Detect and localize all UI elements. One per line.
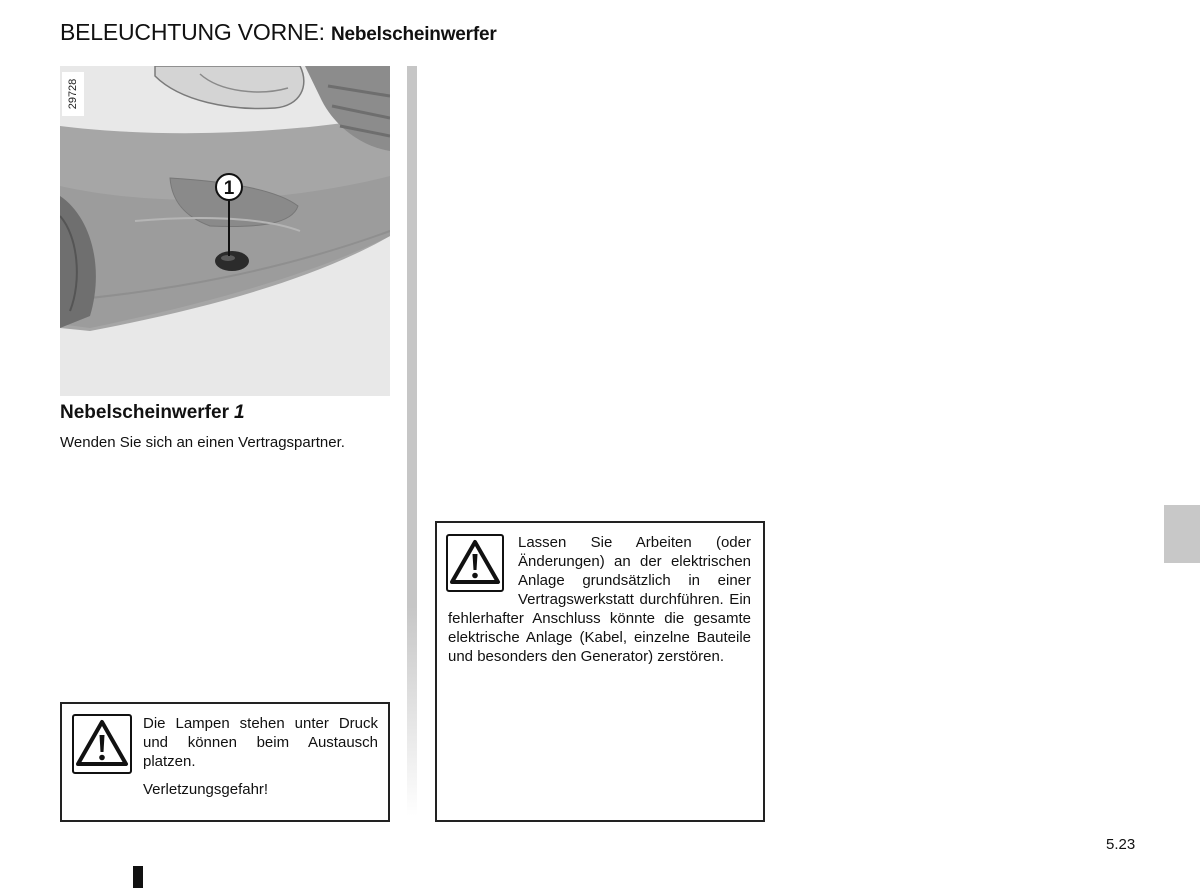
page-title-main: BELEUCHTUNG VORNE: bbox=[60, 19, 325, 45]
warning-box-lamps bbox=[60, 702, 390, 822]
figure-code-text: 29728 bbox=[67, 78, 79, 110]
section-heading bbox=[60, 402, 245, 424]
corner-mark bbox=[133, 866, 143, 888]
icon-spacer bbox=[448, 533, 518, 609]
figure-code bbox=[62, 72, 84, 116]
page-title bbox=[60, 19, 497, 46]
warning-lamps-note: Verletzungsgefahr! bbox=[143, 781, 269, 798]
warning-lamps-text: Die Lampen stehen unter Druck und können beim Austausch platzen. bbox=[143, 715, 378, 770]
fog-light-illustration bbox=[60, 66, 390, 396]
section-body-text: Wenden Sie sich an einen Vertragspartner. bbox=[60, 434, 345, 451]
page-number: 5.23 bbox=[1106, 836, 1136, 853]
car-front-drawing bbox=[60, 66, 390, 396]
column-divider bbox=[407, 66, 417, 816]
warning-electrical-container bbox=[448, 533, 751, 666]
callout-number: 1 bbox=[223, 178, 235, 199]
fog-lamp-shape bbox=[215, 251, 249, 271]
chapter-tab-marker bbox=[1164, 505, 1200, 563]
page-subtitle: Nebelscheinwerfer bbox=[330, 24, 497, 45]
section-heading-text: Nebelscheinwerfer bbox=[60, 402, 229, 423]
warning-electrical-text: Lassen Sie Arbeiten (oder Änderungen) an der elektrischen Anlage grundsätzlich in einer Vertragswerkstatt durchführen. Ein fehlerhafter Anschluss könnte die gesamte elektrische Anlage (Kabel, einzelne Bauteile und besonders den Generator) zerstören. bbox=[448, 534, 751, 665]
warning-box-electrical bbox=[435, 521, 765, 822]
section-heading-number: 1 bbox=[233, 402, 245, 423]
warning-triangle-icon bbox=[72, 714, 132, 774]
